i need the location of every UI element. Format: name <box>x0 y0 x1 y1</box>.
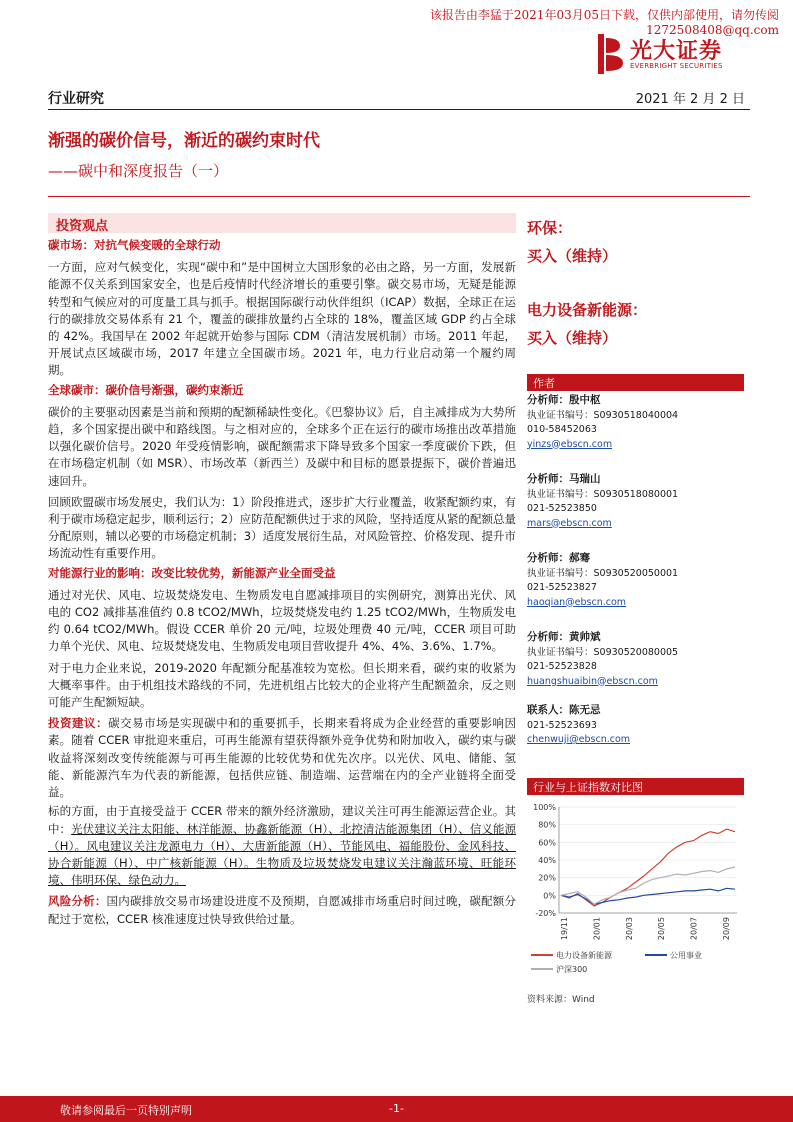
report-title: 渐强的碳价信号，渐近的碳约束时代 <box>48 131 320 151</box>
risk-text: 国内碳排放交易市场建设进度不及预期，自愿减排市场重启时间过晚，碳配额分配过于宽松，CCER 核准速度过快导致供给过量。 <box>48 894 517 926</box>
subhead-global-carbon: 全球碳市：碳价信号渐强，碳约束渐近 <box>48 382 244 397</box>
author-email[interactable]: haoqian@ebscn.com <box>527 596 627 608</box>
chart-title: 行业与上证指数对比图 <box>533 781 643 794</box>
investment-advice-label: 投资建议： <box>48 716 109 731</box>
legend-label: 电力设备新能源 <box>556 951 612 960</box>
chart-header-bar <box>527 778 744 795</box>
author-phone: 021-52523828 <box>527 661 597 672</box>
contact-card <box>527 703 744 748</box>
contact-name: 联系人：陈无忌 <box>527 704 601 716</box>
author-email[interactable]: mars@ebscn.com <box>527 517 612 529</box>
stock-picks-biomass: 生物质及垃圾焚烧发电建议关注瀚蓝环境、旺能环境、伟明环保、绿色动力。 <box>48 855 517 888</box>
everbright-logo-icon <box>598 34 624 74</box>
risk-label: 风险分析： <box>48 894 107 909</box>
author-card <box>527 551 744 610</box>
author-cert: 执业证书编号：S0930520080005 <box>527 646 679 658</box>
paragraph-stock-picks <box>48 803 516 889</box>
y-tick-label: 80% <box>538 820 556 830</box>
everbright-logo <box>598 34 748 76</box>
paragraph-eu-history: 回顾欧盟碳市场发展史，我们认为：1）阶段推进式，逐步扩大行业覆盖，收紧配额约束，有利于碳市场稳定起步，顺利运行；2）应防范配额供过于求的风险，坚持适度从紧的配额总量分配原则，辅以必要的市场稳定机制；3）适度发展衍生品，对风险管控、价格发现、提升市场流动性有重要作用。 <box>48 494 516 561</box>
rating-block-new-energy <box>527 298 647 350</box>
authors-header-bar <box>527 374 744 391</box>
author-card <box>527 472 744 531</box>
author-email[interactable]: yinzs@ebscn.com <box>527 438 613 450</box>
paragraph-investment-advice <box>48 715 516 801</box>
x-tick-label: 19/11 <box>560 917 569 941</box>
industry-vs-index-chart <box>527 797 744 997</box>
report-date: 2021 年 2 月 2 日 <box>635 92 745 107</box>
author-phone: 021-52523850 <box>527 503 597 514</box>
author-card <box>527 393 744 452</box>
x-tick-label: 20/05 <box>657 917 667 941</box>
stock-picks-intro: 标的方面，由于直接受益于 CCER 带来的额外经济激励，建议关注可再生能源运营企业。其中： <box>48 804 516 836</box>
author-card <box>527 630 744 689</box>
author-cert: 执业证书编号：S0930518080001 <box>527 488 679 500</box>
paragraph-risk <box>48 893 516 927</box>
author-cert: 执业证书编号：S0930520050001 <box>527 567 679 579</box>
rating-block-environment <box>527 216 617 268</box>
chart-source: 资料来源：Wind <box>527 995 595 1005</box>
y-tick-label: 20% <box>538 873 556 883</box>
author-phone: 021-52523827 <box>527 582 597 593</box>
author-phone: 010-58452063 <box>527 424 597 435</box>
subhead-carbon-market: 碳市场：对抗气候变暖的全球行动 <box>48 238 221 252</box>
paragraph-energy-impact: 通过对光伏、风电、垃圾焚烧发电、生物质发电自愿减排项目的实例研究，测算出光伏、风电的 CO2 减排基准值约 0.8 tCO2/MWh，垃圾焚烧发电约 1.25 tCO2/MWh，生物质发电约 0.64 tCO2/MWh。假设 CCER 单价 20 元/吨，垃圾处理费 40 元/吨，CCER 项目可助力单个光伏、风电、垃圾焚烧发电、生物质发电项目营收提升 4%、4%、3.6%、1.7%。 <box>48 587 516 654</box>
x-tick-label: 20/03 <box>624 917 634 941</box>
author-name: 分析师：黄帅斌 <box>527 631 601 643</box>
authors-header: 作者 <box>533 377 555 390</box>
main-body <box>48 237 516 928</box>
author-cert: 执业证书编号：S0930518040004 <box>527 409 679 421</box>
paragraph-global-carbon: 碳价的主要驱动因素是当前和预期的配额稀缺性变化。《巴黎协议》后，自主减排成为大势所趋，多个国家提出碳中和路线图。与之相对应的，全球多个正在运行的碳市场推出改革措施以强化碳价信号。2020 年受疫情影响，碳配额需求下降导致多个国家一季度碳价下跌，但在市场稳定机制（如 MSR）、市场改革（新西兰）及碳中和目标的愿景提振下，碳价普遍迅速回升。 <box>48 404 516 488</box>
report-type: 行业研究 <box>48 91 104 107</box>
y-tick-label: -20% <box>535 909 556 918</box>
legend-label: 公用事业 <box>670 951 702 960</box>
legend-label: 沪深300 <box>556 965 588 974</box>
rating-value: 买入（维持） <box>527 247 618 265</box>
x-tick-label: 20/07 <box>689 917 699 941</box>
x-tick-label: 20/09 <box>722 917 731 941</box>
contact-email[interactable]: chenwuji@ebscn.com <box>527 734 631 745</box>
series-line <box>561 888 735 904</box>
stock-picks-pv-wind: 光伏建议关注太阳能、林洋能源、协鑫新能源（H）、北控清洁能源集团（H）、信义能源（H）。风电建议关注龙源电力（H）、大唐新能源（H）、节能风电、福能股份、金风科技、协合新能源（H）、中广核新能源（H）。 <box>48 821 516 870</box>
rating-value: 买入（维持） <box>527 329 618 347</box>
contact-phone: 021-52523693 <box>527 719 597 731</box>
y-tick-label: 40% <box>538 856 556 865</box>
rating-sector: 环保： <box>527 219 573 237</box>
footer-bar <box>0 1096 793 1122</box>
author-name: 分析师：马瑞山 <box>527 473 601 485</box>
subhead-energy-impact: 对能源行业的影响：改变比较优势，新能源产业全面受益 <box>48 565 336 580</box>
paragraph-carbon-market: 一方面，应对气候变化，实现“碳中和”是中国树立大国形象的必由之路，另一方面，发展新能源不仅关系到国家安全，也是后疫情时代经济增长的重要引擎。碳交易市场，无疑是能源转型和气候应对的可度量工具与抓手。根据国际碳行动伙伴组织（ICAP）数据，全球正在运行的碳排放交易体系有 21 个，覆盖的碳排放量约占全球的 18%，覆盖区域 GDP 约占全球的 42%。我国早在 2002 年起就开始参与国际 CDM（清洁发展机制）市场。2011 年起，开展试点区域碳市场，2017 年建立全国碳市场。2021 年，电力行业启动第一个履约周期。 <box>48 260 516 378</box>
header-divider <box>48 109 750 110</box>
logo-english-name: EVERBRIGHT SECURITIES <box>630 62 723 70</box>
author-name: 分析师：殷中枢 <box>527 394 601 406</box>
watermark-line-2: 1272508408@qq.com <box>646 23 779 37</box>
section-header-bar <box>48 213 516 233</box>
report-subtitle: ——碳中和深度报告（一） <box>48 162 229 180</box>
x-tick-label: 20/01 <box>592 917 602 941</box>
page-number: -1- <box>389 1102 404 1115</box>
author-email[interactable]: huangshuaibin@ebscn.com <box>527 675 658 687</box>
y-tick-label: 60% <box>538 838 556 848</box>
rating-sector: 电力设备新能源： <box>527 301 648 319</box>
logo-chinese-name: 光大证券 <box>630 39 723 64</box>
y-tick-label: 100% <box>533 803 556 812</box>
paragraph-power-companies: 对于电力企业来说，2019-2020 年配额分配基准较为宽松。但长期来看，碳约束的收紧为大概率事件。由于机组技术路线的不同，先进机组占比较大的企业将产生配额盈余，反之则可能产生配额短缺。 <box>48 660 516 710</box>
y-tick-label: 0% <box>543 891 556 901</box>
footer-disclaimer: 敬请参阅最后一页特别声明 <box>60 1104 192 1117</box>
investment-advice-text: 碳交易市场是实现碳中和的重要抓手，长期来看将成为企业经营的重要影响因素。随着 CCER 审批迎来重启，可再生能源有望获得额外竞争优势和附加收入，碳约束与碳收益将深刻改变传统能源与可再生能源的比较优势和优先次序。以光伏、风电、储能、氢能、新能源汽车为代表的新能源，包括供应链、制造端、运营端在内的全产业链将全面受益。 <box>48 716 517 800</box>
author-name: 分析师：郝骞 <box>527 552 590 564</box>
section-header: 投资观点 <box>56 219 109 234</box>
watermark-line-1: 该报告由李猛于2021年03月05日下载，仅供内部使用，请勿传阅 <box>429 8 779 22</box>
title-divider <box>48 196 750 197</box>
